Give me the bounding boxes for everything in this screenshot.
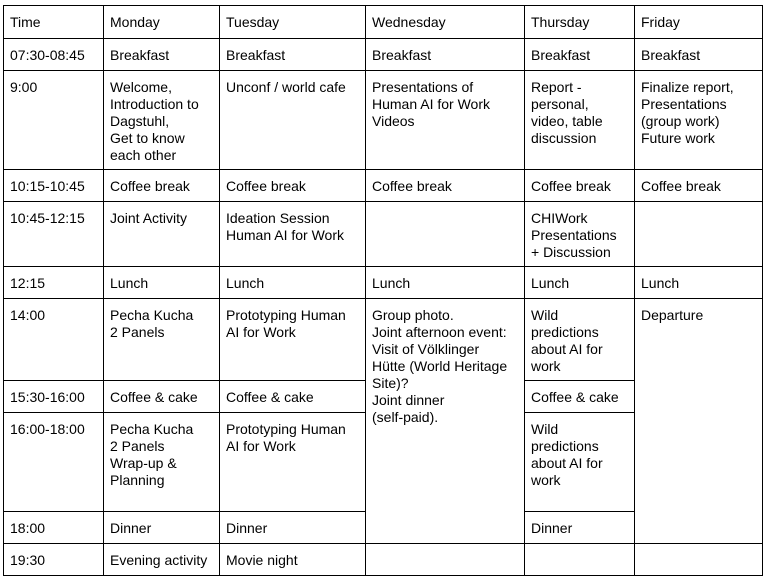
wednesday-cell: Breakfast <box>366 39 525 71</box>
monday-cell: Coffee & cake <box>104 381 220 413</box>
header-row <box>4 6 763 39</box>
time-cell: 07:30-08:45 <box>4 39 104 71</box>
table-row <box>4 202 763 267</box>
wednesday-cell <box>366 202 525 267</box>
friday-cell: Lunch <box>635 267 763 299</box>
table-row <box>4 170 763 202</box>
time-cell: 18:00 <box>4 512 104 544</box>
friday-cell: Breakfast <box>635 39 763 71</box>
time-cell: 15:30-16:00 <box>4 381 104 413</box>
thursday-cell: Dinner <box>525 512 635 544</box>
friday-cell: Coffee break <box>635 170 763 202</box>
tuesday-cell: Prototyping Human AI for Work <box>220 413 366 512</box>
friday-cell <box>635 202 763 267</box>
table-row <box>4 71 763 170</box>
thursday-cell: CHIWork Presentations + Discussion <box>525 202 635 267</box>
monday-cell: Welcome, Introduction to Dagstuhl, Get to know each other <box>104 71 220 170</box>
tuesday-cell: Lunch <box>220 267 366 299</box>
tuesday-cell: Prototyping Human AI for Work <box>220 299 366 381</box>
time-cell: 9:00 <box>4 71 104 170</box>
tuesday-cell: Ideation Session Human AI for Work <box>220 202 366 267</box>
thursday-cell: Report - personal, video, table discussion <box>525 71 635 170</box>
tuesday-cell: Unconf / world cafe <box>220 71 366 170</box>
thursday-cell: Wild predictions about AI for work <box>525 413 635 512</box>
table-row <box>4 267 763 299</box>
header-tuesday: Tuesday <box>220 6 366 39</box>
time-cell: 19:30 <box>4 544 104 576</box>
header-monday: Monday <box>104 6 220 39</box>
monday-cell: Pecha Kucha 2 Panels Wrap-up & Planning <box>104 413 220 512</box>
table-row <box>4 39 763 71</box>
monday-cell: Breakfast <box>104 39 220 71</box>
tuesday-cell: Breakfast <box>220 39 366 71</box>
friday-cell: Departure <box>635 299 763 544</box>
thursday-cell: Coffee break <box>525 170 635 202</box>
header-friday: Friday <box>635 6 763 39</box>
time-cell: 10:15-10:45 <box>4 170 104 202</box>
monday-cell: Lunch <box>104 267 220 299</box>
tuesday-cell: Coffee & cake <box>220 381 366 413</box>
wednesday-cell: Coffee break <box>366 170 525 202</box>
wednesday-cell: Lunch <box>366 267 525 299</box>
header-wednesday: Wednesday <box>366 6 525 39</box>
time-cell: 14:00 <box>4 299 104 381</box>
friday-cell <box>635 544 763 576</box>
header-thursday: Thursday <box>525 6 635 39</box>
monday-cell: Joint Activity <box>104 202 220 267</box>
thursday-cell: Coffee & cake <box>525 381 635 413</box>
header-time: Time <box>4 6 104 39</box>
wednesday-cell <box>366 544 525 576</box>
schedule-table <box>3 5 763 576</box>
thursday-cell <box>525 544 635 576</box>
wednesday-cell: Group photo. Joint afternoon event: Visit of Völklinger Hütte (World Heritage Site)? Joint dinner (self-paid). <box>366 299 525 544</box>
monday-cell: Evening activity <box>104 544 220 576</box>
friday-cell: Finalize report, Presentations (group work) Future work <box>635 71 763 170</box>
time-cell: 10:45-12:15 <box>4 202 104 267</box>
monday-cell: Dinner <box>104 512 220 544</box>
table-row <box>4 299 763 381</box>
tuesday-cell: Movie night <box>220 544 366 576</box>
thursday-cell: Wild predictions about AI for work <box>525 299 635 381</box>
time-cell: 16:00-18:00 <box>4 413 104 512</box>
thursday-cell: Breakfast <box>525 39 635 71</box>
tuesday-cell: Coffee break <box>220 170 366 202</box>
table-row <box>4 544 763 576</box>
time-cell: 12:15 <box>4 267 104 299</box>
tuesday-cell: Dinner <box>220 512 366 544</box>
wednesday-cell: Presentations of Human AI for Work Videos <box>366 71 525 170</box>
monday-cell: Pecha Kucha 2 Panels <box>104 299 220 381</box>
thursday-cell: Lunch <box>525 267 635 299</box>
monday-cell: Coffee break <box>104 170 220 202</box>
